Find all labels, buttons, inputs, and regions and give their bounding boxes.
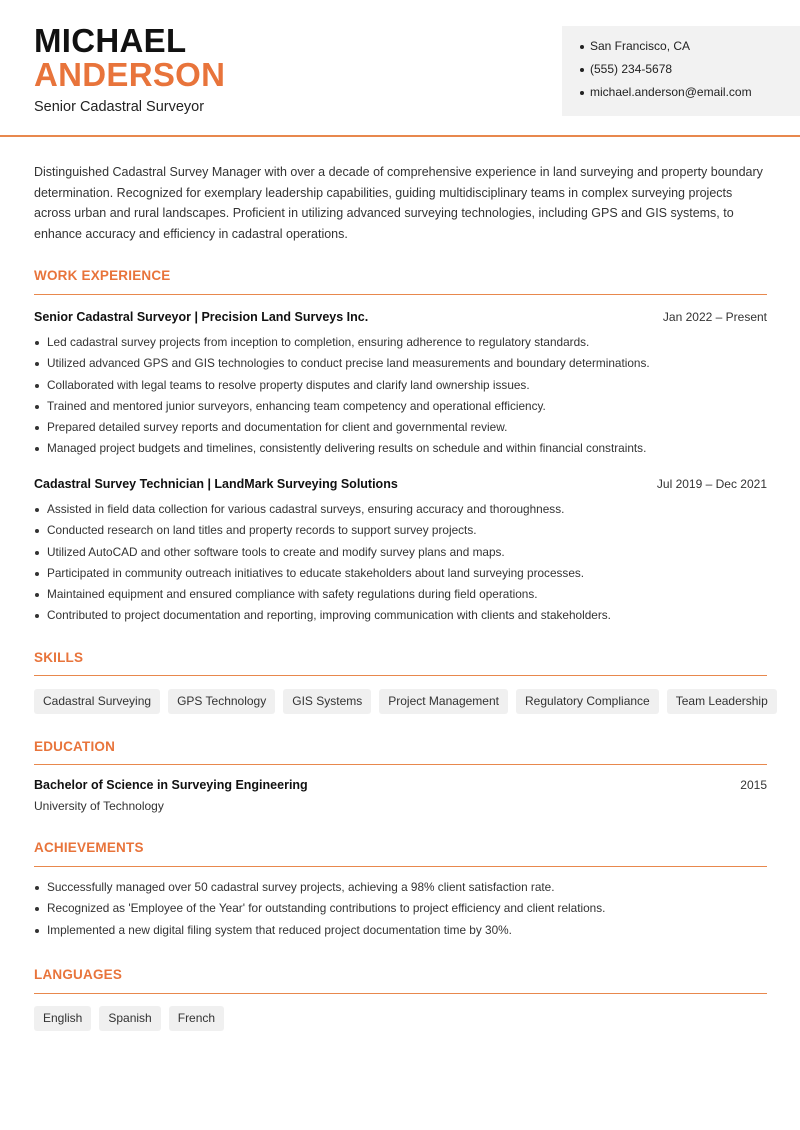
list-item: Trained and mentored junior surveyors, enhancing team competency and operational efficiency. — [34, 396, 767, 417]
job-dates: Jul 2019 – Dec 2021 — [656, 477, 767, 491]
list-item: Managed project budgets and timelines, consistently delivering results on schedule and within financial constraints. — [34, 438, 767, 459]
section-title-achievements: ACHIEVEMENTS — [34, 840, 144, 855]
job-role: Cadastral Survey Technician | LandMark Surveying Solutions — [34, 477, 398, 491]
job-header — [34, 310, 767, 324]
section-title-skills: SKILLS — [34, 650, 84, 665]
section-title-work: WORK EXPERIENCE — [34, 268, 171, 283]
section-title-education: EDUCATION — [34, 739, 116, 754]
achievements-list — [34, 877, 767, 941]
job-title: Senior Cadastral Surveyor — [34, 99, 205, 115]
job-header — [34, 477, 767, 491]
section-divider — [34, 675, 767, 676]
language-chip: English — [34, 1006, 91, 1031]
list-item: Utilized advanced GPS and GIS technologies to conduct precise land measurements and boundary determinations. — [34, 353, 767, 374]
last-name: ANDERSON — [34, 56, 226, 93]
job-dates: Jan 2022 – Present — [662, 310, 767, 324]
contact-location: San Francisco, CA — [580, 35, 800, 58]
professional-summary: Distinguished Cadastral Survey Manager with over a decade of comprehensive experience in land surveying and property boundary determination. Recognized for exemplary leadership capabilities, guiding multidisciplinary teams in complex surveying projects across urban and rural landscapes. Proficient in utilizing advanced surveying technologies, including GPS and GIS systems, to enhance accuracy and efficiency in cadastral operations. — [34, 165, 763, 242]
education-year: 2015 — [740, 778, 767, 792]
education-degree: Bachelor of Science in Surveying Engineering — [34, 778, 308, 792]
list-item: Implemented a new digital filing system that reduced project documentation time by 30%. — [34, 920, 767, 941]
language-chip: French — [169, 1006, 224, 1031]
list-item: Contributed to project documentation and reporting, improving communication with clients and stakeholders. — [34, 605, 767, 626]
list-item: Maintained equipment and ensured compliance with safety regulations during field operations. — [34, 584, 767, 605]
list-item: Prepared detailed survey reports and documentation for client and governmental review. — [34, 417, 767, 438]
skill-chip: Regulatory Compliance — [516, 689, 659, 714]
list-item: Assisted in field data collection for various cadastral surveys, ensuring accuracy and thoroughness. — [34, 499, 767, 520]
skills-list — [34, 689, 777, 714]
skill-chip: GIS Systems — [283, 689, 371, 714]
job-role: Senior Cadastral Surveyor | Precision Land Surveys Inc. — [34, 310, 369, 324]
list-item: Successfully managed over 50 cadastral survey projects, achieving a 98% client satisfaction rate. — [34, 877, 767, 898]
section-divider — [34, 866, 767, 867]
list-item: Collaborated with legal teams to resolve property disputes and clarify land ownership issues. — [34, 375, 767, 396]
section-divider — [34, 294, 767, 295]
list-item: Led cadastral survey projects from inception to completion, ensuring adherence to regulatory standards. — [34, 332, 767, 353]
first-name: MICHAEL — [34, 22, 187, 59]
section-divider — [34, 764, 767, 765]
skill-chip: Cadastral Surveying — [34, 689, 160, 714]
list-item: Participated in community outreach initiatives to educate stakeholders about land surveying processes. — [34, 563, 767, 584]
contact-phone: (555) 234-5678 — [580, 58, 800, 81]
list-item: Utilized AutoCAD and other software tools to create and modify survey plans and maps. — [34, 542, 767, 563]
skill-chip: GPS Technology — [168, 689, 275, 714]
list-item: Conducted research on land titles and property records to support survey projects. — [34, 520, 767, 541]
skill-chip: Project Management — [379, 689, 508, 714]
education-school: University of Technology — [34, 799, 164, 813]
languages-list — [34, 1006, 224, 1031]
contact-email[interactable]: michael.anderson@email.com — [580, 81, 800, 104]
job-bullets — [34, 499, 767, 627]
skill-chip: Team Leadership — [667, 689, 777, 714]
contact-box — [562, 26, 800, 116]
resume-header — [0, 0, 800, 137]
section-title-languages: LANGUAGES — [34, 967, 123, 982]
language-chip: Spanish — [99, 1006, 160, 1031]
list-item: Recognized as 'Employee of the Year' for outstanding contributions to project efficiency and client relations. — [34, 898, 767, 919]
job-bullets — [34, 332, 767, 460]
section-divider — [34, 993, 767, 994]
